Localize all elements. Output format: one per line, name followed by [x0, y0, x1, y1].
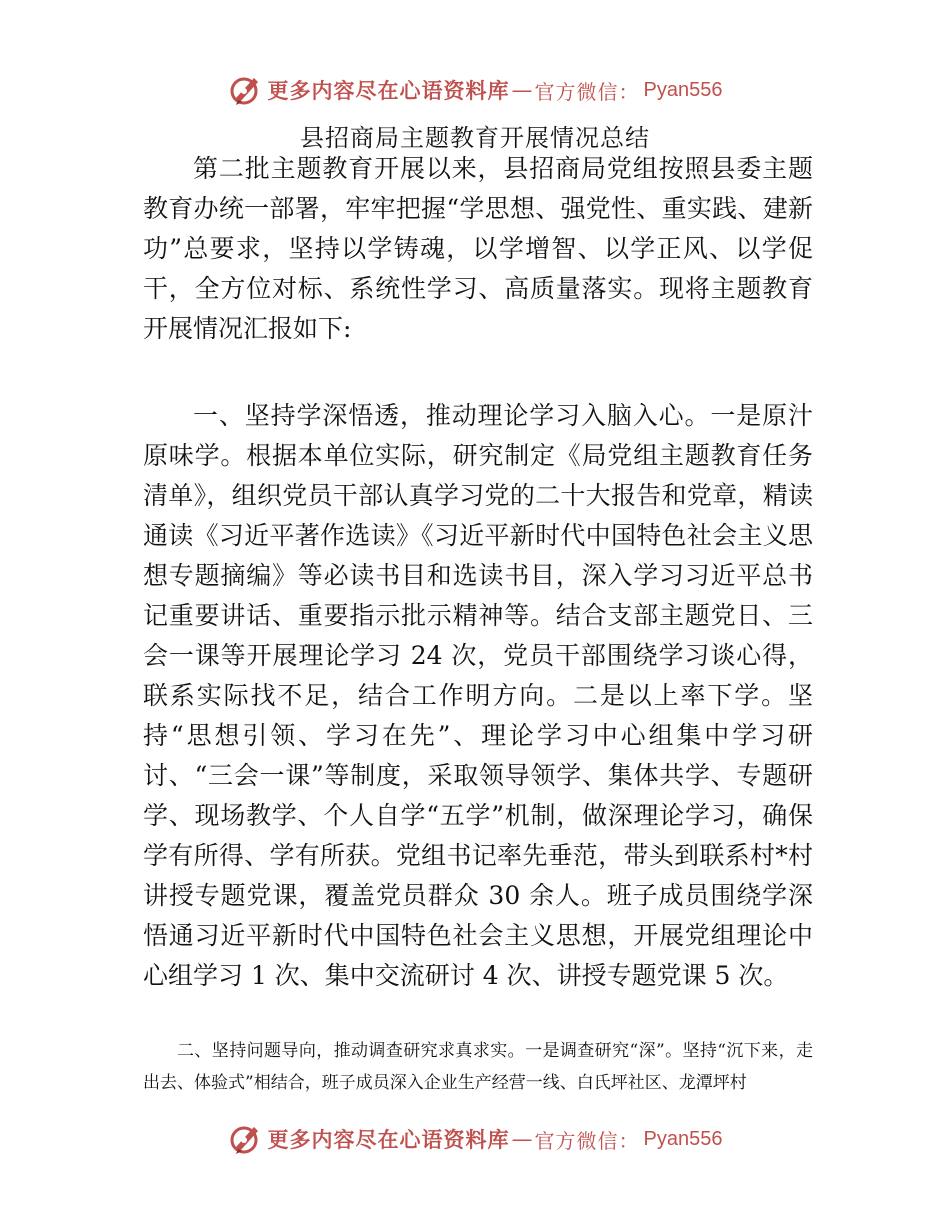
watermark-wechat-label: 官方微信： [534, 79, 640, 104]
watermark-brand-text: 更多内容尽在心语资料库 [267, 79, 510, 103]
body-paragraph-section-two [143, 1035, 813, 1099]
paragraph-text: 第二批主题教育开展以来，县招商局党组按照县委主题教育办统一部署，牢牢把握“学思想、强党性、重实践、建新功”总要求，坚持以学铸魂，以学增智、以学正风、以学促干，全方位对标、系统性学习、高质量落实。现将主题教育开展情况汇报如下: [143, 154, 813, 343]
paragraph-text: 二、坚持问题导向，推动调查研究求真求实。一是调查研究“深”。坚持“沉下来，走出去、体验式”相结合，班子成员深入企业生产经营一线、白氏坪社区、龙潭坪村 [143, 1041, 813, 1093]
paragraph-text: 一、坚持学深悟透，推动理论学习入脑入心。一是原汁原味学。根据本单位实际，研究制定《局党组主题教育任务清单》，组织党员干部认真学习党的二十大报告和党章，精读通读《习近平著作选读》《习近平新时代中国特色社会主义思想专题摘编》等必读书目和选读书目，深入学习习近平总书记重要讲话、重要指示批示精神等。结合支部主题党日、三会一课等开展理论学习 24 次，党员干部围绕学习谈心得，联系实际找不足，结合工作明方向。二是以上率下学。坚持“思想引领、学习在先”、理论学习中心组集中学习研讨、“三会一课”等制度，采取领导领学、集体共学、专题研学、现场教学、个人自学“五学”机制，做深理论学习，确保学有所得、学有所获。党组书记率先垂范，带头到联系村*村讲授专题党课，覆盖党员群众 30 余人。班子成员围绕学深悟通习近平新时代中国特色社会主义思想，开展党组理论中心组学习 1 次、集中交流研讨 4 次、讲授专题党课 5 次。 [143, 401, 813, 990]
watermark-banner-bottom [0, 1119, 950, 1159]
body-paragraph-intro [143, 149, 813, 349]
document-title: 县招商局主题教育开展情况总结 [300, 124, 650, 152]
body-paragraph-section-one [143, 396, 813, 996]
cursor-pen-logo-icon [228, 72, 264, 108]
watermark-brand-text: 更多内容尽在心语资料库 [267, 1128, 510, 1152]
watermark-separator: — [511, 78, 533, 102]
watermark-wechat-label: 官方微信： [534, 1128, 640, 1153]
watermark-wechat-id: Pyan556 [643, 1127, 723, 1150]
cursor-pen-logo-icon [228, 1121, 264, 1157]
watermark-wechat-id: Pyan556 [643, 78, 723, 101]
watermark-separator: — [511, 1127, 533, 1151]
watermark-banner-top [0, 70, 950, 110]
